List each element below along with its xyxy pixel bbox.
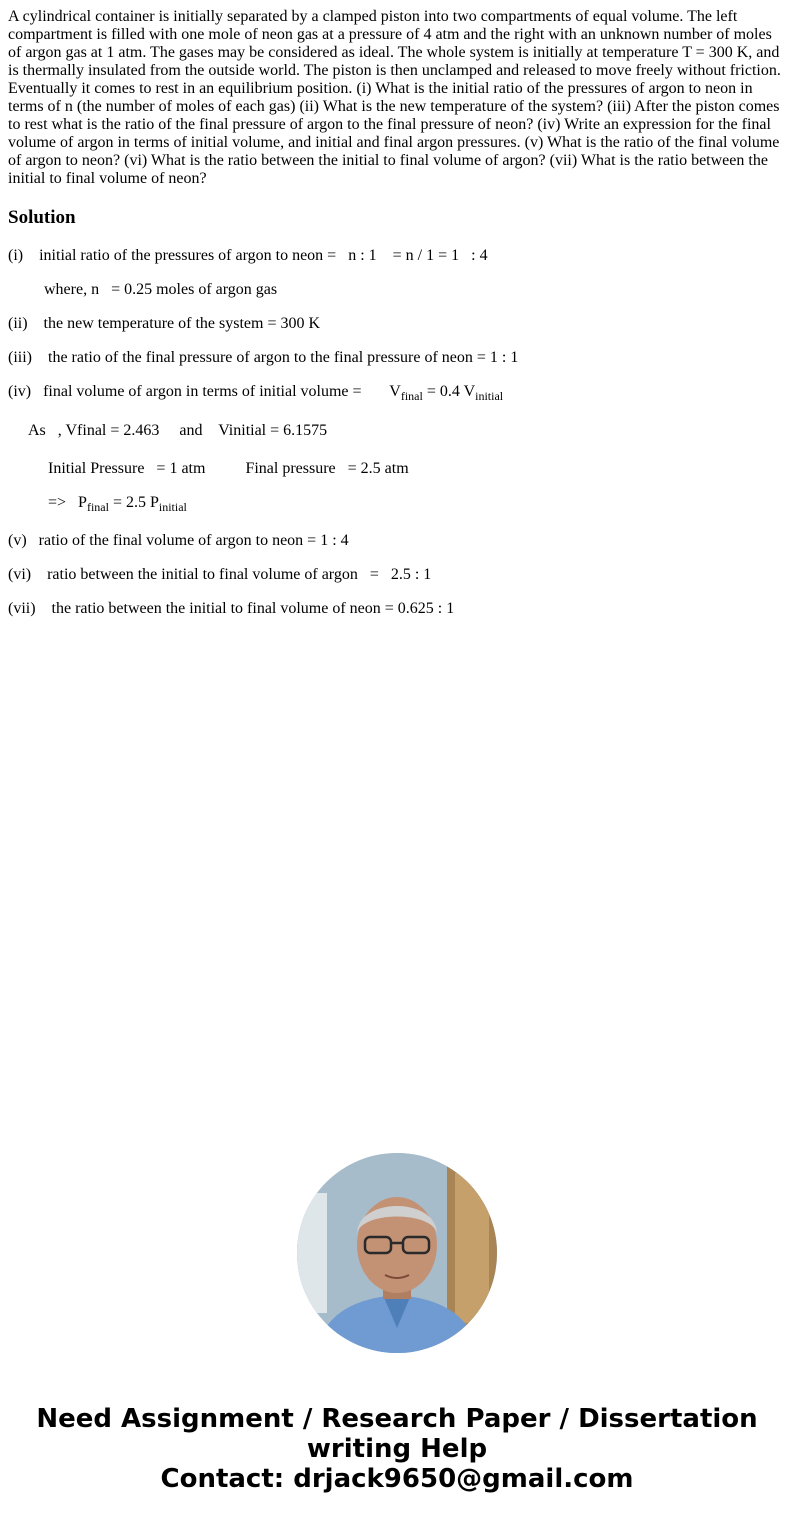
footer-promo (0, 1404, 794, 1494)
implies-p: => P (48, 494, 87, 511)
author-avatar (297, 1153, 497, 1353)
answer-iv-result (48, 494, 187, 512)
subscript-initial: initial (475, 389, 504, 403)
answer-i-where: where, n = 0.25 moles of argon gas (44, 281, 278, 298)
subscript-final-p: final (86, 500, 109, 514)
question-text: A cylindrical container is initially separated by a clamped piston into two compartments of equal volume. The left compartment is filled with one mole of neon gas at a pressure of 4 atm and the right with an unknown number of moles of argon gas at 1 atm. The gases may be considered as ideal. The whole system is initially at temperature T = 300 K, and is thermally insulated from the outside world. The piston is then unclamped and released to move freely without friction. Eventually it comes to rest in an equilibrium position. (i) What is the initial ratio of the pressures of argon to neon in terms of n (the number of moles of each gas) (ii) What is the new temperature of the system? (iii) After the piston comes to rest what is the ratio of the final pressure of argon to the final pressure of neon? (iv) Write an expression for the final volume of argon in terms of initial volume, and initial and final argon pressures. (v) What is the ratio of the final volume of argon to neon? (vi) What is the ratio between the initial to final volume of argon? (vii) What is the ratio between the initial to final volume of neon? (8, 8, 781, 187)
answer-vii: (vii) the ratio between the initial to final volume of neon = 0.625 : 1 (8, 600, 455, 617)
subscript-final: final (400, 389, 423, 403)
subscript-initial-p: initial (158, 500, 187, 514)
answer-iii: (iii) the ratio of the final pressure of argon to the final pressure of neon = 1 : 1 (8, 349, 519, 366)
v-symbol: V (389, 383, 401, 400)
footer-contact: Contact: drjack9650@gmail.com (160, 1464, 634, 1494)
answer-iv (8, 383, 503, 401)
answer-iv-mid: = 0.4 V (422, 383, 476, 400)
answer-iv-as: As , Vfinal = 2.463 and Vinitial = 6.1575 (28, 422, 328, 439)
footer-line-2: writing Help (306, 1434, 488, 1464)
solution-heading: Solution (8, 207, 76, 228)
answer-iv-pressures: Initial Pressure = 1 atm Final pressure = 2.5 atm (48, 460, 409, 477)
answer-iv-mid2: = 2.5 P (108, 494, 159, 511)
answer-v: (v) ratio of the final volume of argon to neon = 1 : 4 (8, 532, 349, 549)
footer-line-1: Need Assignment / Research Paper / Dissertation (36, 1404, 758, 1434)
answer-iv-lead: (iv) final volume of argon in terms of initial volume = (8, 383, 390, 400)
answer-i: (i) initial ratio of the pressures of argon to neon = n : 1 = n / 1 = 1 : 4 (8, 247, 488, 264)
portrait-image (297, 1153, 497, 1353)
answer-ii: (ii) the new temperature of the system = 300 K (8, 315, 321, 332)
answer-vi: (vi) ratio between the initial to final volume of argon = 2.5 : 1 (8, 566, 432, 583)
